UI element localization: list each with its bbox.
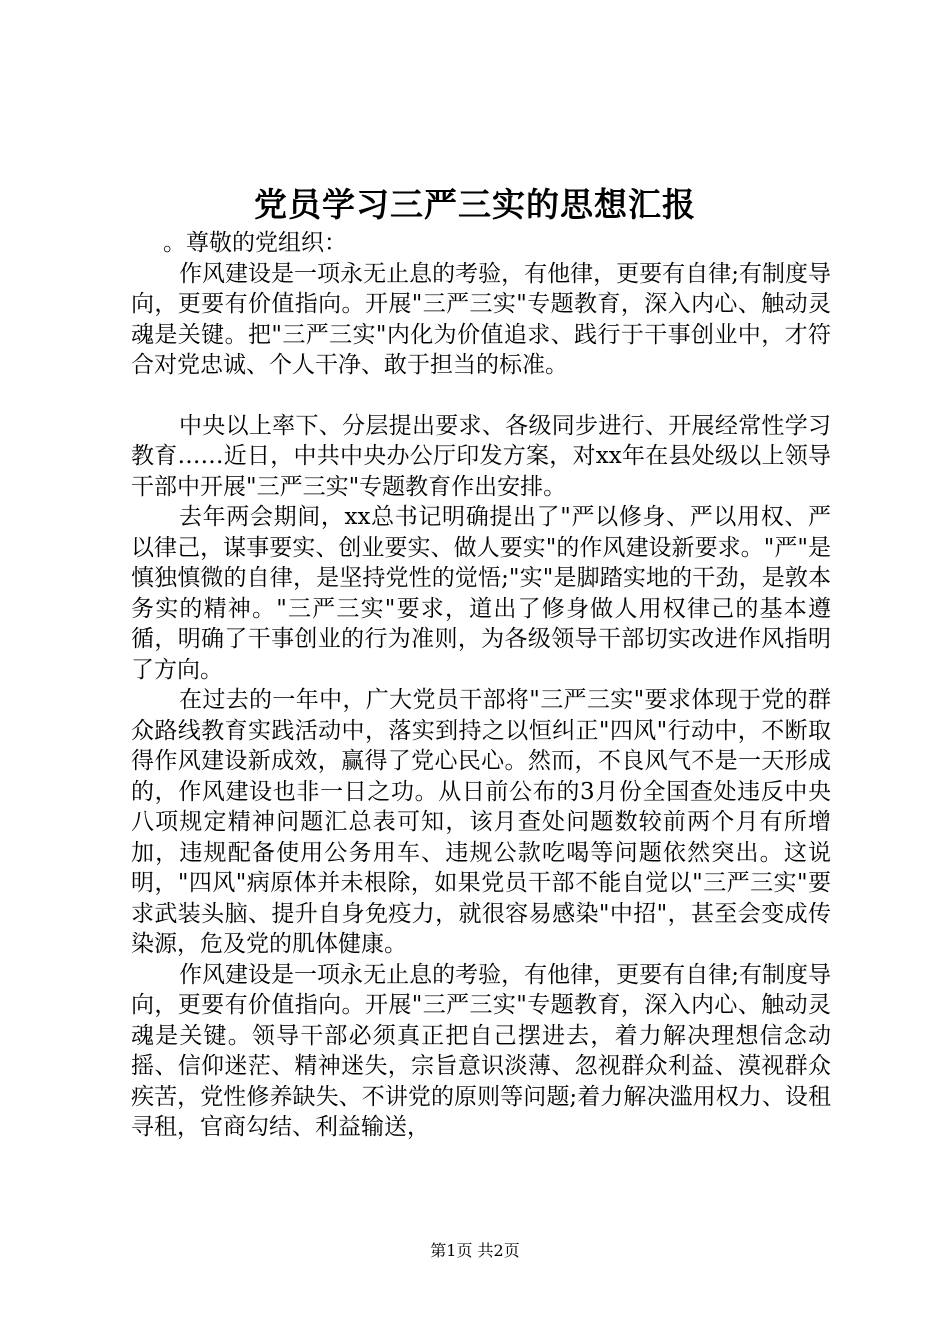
paragraph: 作风建设是一项永无止息的考验，有他律，更要有自律;有制度导向，更要有价值指向。开展"三严三实"专题教育，深入内心、触动灵魂是关键。领导干部必须真正把自己摆进去，着力解决理想信念动摇、信仰迷茫、精神迷失，宗旨意识淡薄、忽视群众利益、漠视群众疾苦，党性修养缺失、不讲党的原则等问题;着力解决滥用权力、设租寻租，官商勾结、利益输送， [131,961,831,1140]
salutation: 。尊敬的党组织： [163,230,347,256]
document-body [131,228,831,1143]
document-title: 党员学习三严三实的思想汇报 [254,185,696,224]
paragraph: 作风建设是一项永无止息的考验，有他律，更要有自律;有制度导向，更要有价值指向。开展"三严三实"专题教育，深入内心、触动灵魂是关键。把"三严三实"内化为价值追求、践行于干事创业中，才符合对党忠诚、个人干净、敢于担当的标准。 [131,260,831,378]
paragraph: 中央以上率下、分层提出要求、各级同步进行、开展经常性学习教育……近日，中共中央办公厅印发方案，对xx年在县处级以上领导干部中开展"三严三实"专题教育作出安排。 [131,412,831,500]
paragraph: 在过去的一年中，广大党员干部将"三严三实"要求体现于党的群众路线教育实践活动中，落实到持之以恒纠正"四风"行动中，不断取得作风建设新成效，赢得了党心民心。然而，不良风气不是一天形成的，作风建设也非一日之功。从日前公布的3月份全国查处违反中央八项规定精神问题汇总表可知，该月查处问题数较前两个月有所增加，违规配备使用公务用车、违规公款吃喝等问题依然突出。这说明，"四风"病原体并未根除，如果党员干部不能自觉以"三严三实"要求武装头脑、提升自身免疫力，就很容易感染"中招"，甚至会变成传染源，危及党的肌体健康。 [131,687,831,957]
paragraph-gap [131,381,831,411]
page-footer: 第1页 共2页 [430,1241,520,1260]
paragraph: 去年两会期间，xx总书记明确提出了"严以修身、严以用权、严以律己，谋事要实、创业要实、做人要实"的作风建设新要求。"严"是慎独慎微的自律，是坚持党性的觉悟;"实"是脚踏实地的干劲，是敦本务实的精神。"三严三实"要求，道出了修身做人用权律己的基本遵循，明确了干事创业的行为准则，为各级领导干部切实改进作风指明了方向。 [131,504,831,683]
